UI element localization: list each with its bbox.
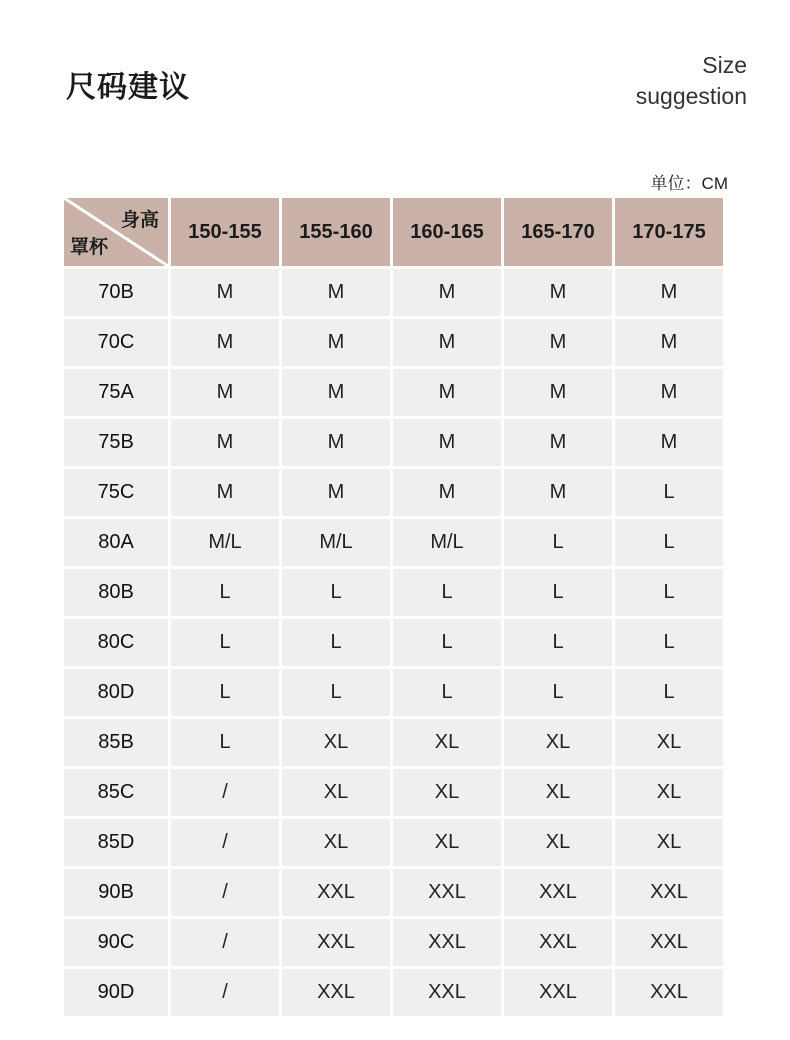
size-cell: M/L xyxy=(171,519,279,566)
page-subtitle-en xyxy=(636,50,747,112)
size-cell: XL xyxy=(282,719,390,766)
cup-size-label: 75B xyxy=(64,419,168,466)
size-cell: XL xyxy=(504,719,612,766)
size-cell: XXL xyxy=(504,919,612,966)
size-cell: M/L xyxy=(393,519,501,566)
header-row xyxy=(64,198,723,266)
height-column-header-3: 165-170 xyxy=(504,198,612,266)
size-cell: XXL xyxy=(282,969,390,1016)
size-cell: L xyxy=(282,619,390,666)
table-row-90B xyxy=(64,869,723,916)
size-cell: M/L xyxy=(282,519,390,566)
table-row-80B xyxy=(64,569,723,616)
cup-size-label: 80D xyxy=(64,669,168,716)
size-cell: XXL xyxy=(393,869,501,916)
size-cell: L xyxy=(615,469,723,516)
corner-label-cup: 罩杯 xyxy=(70,237,109,258)
size-cell: XXL xyxy=(504,969,612,1016)
size-cell: M xyxy=(393,319,501,366)
table-row-70C xyxy=(64,319,723,366)
size-cell: XXL xyxy=(282,869,390,916)
page-title: 尺码建议 xyxy=(66,71,190,104)
cup-size-label: 80A xyxy=(64,519,168,566)
table-row-75A xyxy=(64,369,723,416)
page-subtitle-en-line1: Size xyxy=(702,52,747,78)
size-cell: M xyxy=(504,269,612,316)
cup-size-label: 80C xyxy=(64,619,168,666)
size-cell: XXL xyxy=(393,919,501,966)
size-cell: XXL xyxy=(393,969,501,1016)
cup-size-label: 90B xyxy=(64,869,168,916)
size-cell: L xyxy=(615,669,723,716)
corner-label-height: 身高 xyxy=(120,210,159,231)
cup-size-label: 85C xyxy=(64,769,168,816)
size-cell: M xyxy=(171,319,279,366)
height-column-header-2: 160-165 xyxy=(393,198,501,266)
cup-size-label: 75A xyxy=(64,369,168,416)
corner-cell xyxy=(64,198,168,266)
size-cell: XL xyxy=(504,769,612,816)
size-cell: M xyxy=(171,369,279,416)
size-cell: M xyxy=(615,319,723,366)
size-cell: L xyxy=(171,669,279,716)
size-cell: XL xyxy=(615,819,723,866)
size-cell: XL xyxy=(393,719,501,766)
size-cell: / xyxy=(171,919,279,966)
size-cell: L xyxy=(615,519,723,566)
cup-size-label: 70B xyxy=(64,269,168,316)
size-cell: L xyxy=(393,619,501,666)
size-cell: / xyxy=(171,869,279,916)
size-cell: M xyxy=(504,369,612,416)
size-cell: XXL xyxy=(282,919,390,966)
cup-size-label: 70C xyxy=(64,319,168,366)
size-cell: L xyxy=(615,569,723,616)
cup-size-label: 85D xyxy=(64,819,168,866)
size-cell: XL xyxy=(615,769,723,816)
size-cell: XL xyxy=(282,769,390,816)
size-cell: M xyxy=(171,469,279,516)
size-cell: L xyxy=(504,519,612,566)
size-cell: L xyxy=(504,569,612,616)
size-table-body xyxy=(64,269,723,1016)
table-row-70B xyxy=(64,269,723,316)
size-cell: XL xyxy=(615,719,723,766)
size-cell: M xyxy=(393,269,501,316)
size-cell: M xyxy=(615,419,723,466)
size-cell: XXL xyxy=(615,919,723,966)
size-cell: L xyxy=(615,619,723,666)
size-cell: M xyxy=(504,319,612,366)
size-cell: XL xyxy=(393,819,501,866)
cup-size-label: 85B xyxy=(64,719,168,766)
table-row-85B xyxy=(64,719,723,766)
size-cell: M xyxy=(171,269,279,316)
height-column-header-1: 155-160 xyxy=(282,198,390,266)
size-cell: L xyxy=(282,669,390,716)
cup-size-label: 90C xyxy=(64,919,168,966)
size-cell: M xyxy=(615,369,723,416)
size-table-head xyxy=(64,198,723,266)
size-cell: M xyxy=(282,469,390,516)
size-cell: L xyxy=(393,669,501,716)
size-table xyxy=(61,195,726,1019)
size-cell: XXL xyxy=(615,869,723,916)
table-row-90D xyxy=(64,969,723,1016)
size-cell: L xyxy=(504,669,612,716)
size-cell: / xyxy=(171,969,279,1016)
size-cell: M xyxy=(282,269,390,316)
size-cell: M xyxy=(171,419,279,466)
size-cell: L xyxy=(171,569,279,616)
table-row-85D xyxy=(64,819,723,866)
table-row-80D xyxy=(64,669,723,716)
size-cell: M xyxy=(282,369,390,416)
size-cell: / xyxy=(171,819,279,866)
size-cell: / xyxy=(171,769,279,816)
size-cell: L xyxy=(282,569,390,616)
table-row-90C xyxy=(64,919,723,966)
size-cell: XL xyxy=(504,819,612,866)
size-cell: XXL xyxy=(615,969,723,1016)
size-cell: M xyxy=(504,469,612,516)
size-cell: M xyxy=(504,419,612,466)
height-column-header-4: 170-175 xyxy=(615,198,723,266)
size-cell: M xyxy=(615,269,723,316)
size-cell: L xyxy=(171,619,279,666)
cup-size-label: 75C xyxy=(64,469,168,516)
size-cell: M xyxy=(282,419,390,466)
size-cell: M xyxy=(282,319,390,366)
size-cell: M xyxy=(393,419,501,466)
table-row-75B xyxy=(64,419,723,466)
cup-size-label: 90D xyxy=(64,969,168,1016)
size-cell: XL xyxy=(393,769,501,816)
size-cell: XXL xyxy=(504,869,612,916)
size-cell: M xyxy=(393,469,501,516)
cup-size-label: 80B xyxy=(64,569,168,616)
unit-label: 单位：CM xyxy=(650,174,728,193)
size-cell: L xyxy=(393,569,501,616)
table-row-80C xyxy=(64,619,723,666)
table-row-85C xyxy=(64,769,723,816)
table-row-75C xyxy=(64,469,723,516)
size-cell: L xyxy=(171,719,279,766)
height-column-header-0: 150-155 xyxy=(171,198,279,266)
table-row-80A xyxy=(64,519,723,566)
page-subtitle-en-line2: suggestion xyxy=(635,83,747,109)
size-cell: L xyxy=(504,619,612,666)
size-cell: M xyxy=(393,369,501,416)
size-cell: XL xyxy=(282,819,390,866)
